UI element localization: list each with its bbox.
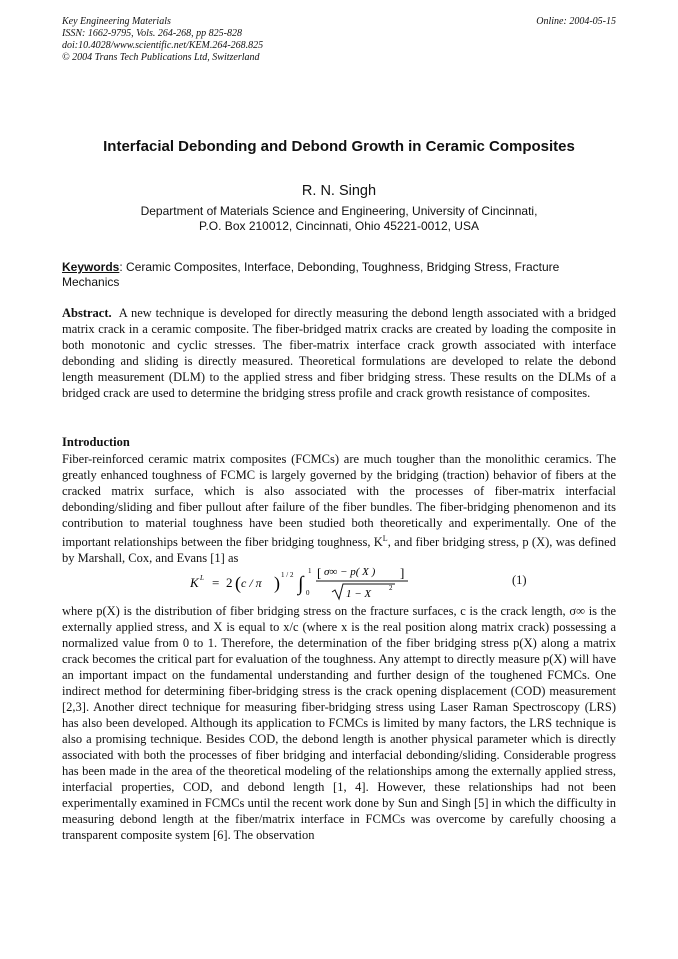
eq-lhs-sup: L bbox=[200, 574, 204, 582]
eq-coef: 2 bbox=[226, 575, 233, 590]
journal-header bbox=[62, 16, 616, 64]
equation-1 bbox=[190, 562, 430, 602]
eq-equals: = bbox=[212, 575, 220, 590]
paper-title: Interfacial Debonding and Debond Growth in Ceramic Composites bbox=[103, 138, 575, 155]
introduction-paragraph-1 bbox=[62, 451, 616, 566]
eq-c-over-pi: c / π bbox=[241, 576, 262, 590]
eq-int-upper: 1 bbox=[308, 567, 312, 575]
online-date: Online: 2004-05-15 bbox=[536, 16, 616, 27]
eq-left-bracket: [ bbox=[317, 565, 322, 580]
keywords-block bbox=[62, 260, 616, 290]
eq-lparen: ( bbox=[235, 573, 241, 593]
eq-denominator: 1 − X bbox=[346, 588, 372, 600]
journal-copyright: © 2004 Trans Tech Publications Ltd, Switzerland bbox=[62, 52, 260, 63]
abstract-block bbox=[62, 305, 616, 401]
eq-numerator: σ∞ − p( X ) bbox=[324, 566, 376, 578]
para1-text: Fiber-reinforced ceramic matrix composites (FCMCs) are much tougher than the monolithic ceramics. The greatly enhanced toughness of FCMC is largely governed by the bridging (traction) behavior of fibers at the cracked matrix surface, which is also associated with the processes of fiber-matrix interfacial debonding/sliding and fiber pullout after failure of the fiber bundles. The fiber-bridging phenomenon and its contribution to material toughness have been studied both theoretically and experimentally. One of the important relationships between the fiber bridging toughness, K bbox=[62, 452, 616, 550]
keywords-label: Keywords bbox=[62, 260, 120, 274]
equation-number: (1) bbox=[512, 573, 527, 587]
keywords-text: : Ceramic Composites, Interface, Debonding, Toughness, Bridging Stress, Fracture Mechanics bbox=[62, 260, 560, 289]
journal-issn: ISSN: 1662-9795, Vols. 264-268, pp 825-828 bbox=[62, 28, 242, 39]
journal-name: Key Engineering Materials bbox=[62, 16, 171, 27]
para1-end: , and fiber bridging stress, p (X), was defined by Marshall, Cox, and Evans [1] as bbox=[62, 535, 616, 566]
introduction-paragraph-2: where p(X) is the distribution of fiber bridging stress on the fracture surfaces, c is the crack length, σ∞ is the externally applied stress, and X is equal to x/c (where x is the real position along matrix crack) possessing a normalized value from 0 to 1. Therefore, the determination of the fiber bridging stress p(X) along a matrix crack becomes the critical part for evaluation of the toughness. Any attempt to directly measure p(X) will have an important impact on the fundamental understanding and further design of the toughened FCMCs. One indirect method for determining fiber-bridging stress is the crack opening displacement (COD) measurement [2,3]. Another direct technique for measuring fiber-bridging stress using Laser Raman Spectroscopy (LRS) has also been developed. Although its application to FCMCs is limited by many factors, the LRS technique is also a promising technique. Besides COD, the debond length is another physical parameter which is directly associated with both the processes of fiber bridging and interfacial debonding/sliding. Considerable progress has been made in the area of the theoretical modeling of the relationships among the externally applied stress, interfacial properties, COD, and debond length [1, 4]. However, these relationships had not been experimentally examined in FCMCs until the recent work done by Sun and Singh [5] in which the difficulty in measuring debond length at the fiber/matrix interface in FCMCs was overcome by carefully choosing a transparent composite system [6]. The observation bbox=[62, 604, 616, 842]
eq-rparen: ) bbox=[274, 573, 280, 593]
para1-superscript: L bbox=[382, 534, 388, 543]
affiliation-line-2: P.O. Box 210012, Cincinnati, Ohio 45221-0012, USA bbox=[199, 219, 479, 233]
author-name: R. N. Singh bbox=[301, 183, 377, 199]
affiliation-line-1: Department of Materials Science and Engineering, University of Cincinnati, bbox=[140, 204, 538, 218]
abstract-text: A new technique is developed for directly measuring the debond length associated with a bridged matrix crack in a ceramic composite. The fiber-bridged matrix cracks are created by loading the composite in both monotonic and cyclic stresses. The fiber-matrix interface crack growth associated with interface debonding and sliding is directly measured. Theoretical formulations are developed to relate the debond length measurement (DLM) to the applied stress and fiber bridging stress. These results on the DLMs of a bridged crack are used to determine the bridging stress profile and crack growth resistance of composites. bbox=[62, 306, 616, 400]
eq-right-bracket: ] bbox=[400, 565, 405, 580]
section-heading-introduction: Introduction bbox=[62, 435, 130, 449]
abstract-label: Abstract. bbox=[62, 306, 112, 320]
eq-integral: ∫ bbox=[298, 573, 304, 595]
eq-int-lower: 0 bbox=[306, 589, 310, 597]
journal-doi: doi:10.4028/www.scientific.net/KEM.264-268.825 bbox=[62, 40, 264, 51]
eq-lhs: K bbox=[190, 575, 199, 590]
eq-exponent: 1 / 2 bbox=[281, 571, 294, 579]
eq-denom-exp: 2 bbox=[389, 584, 393, 592]
